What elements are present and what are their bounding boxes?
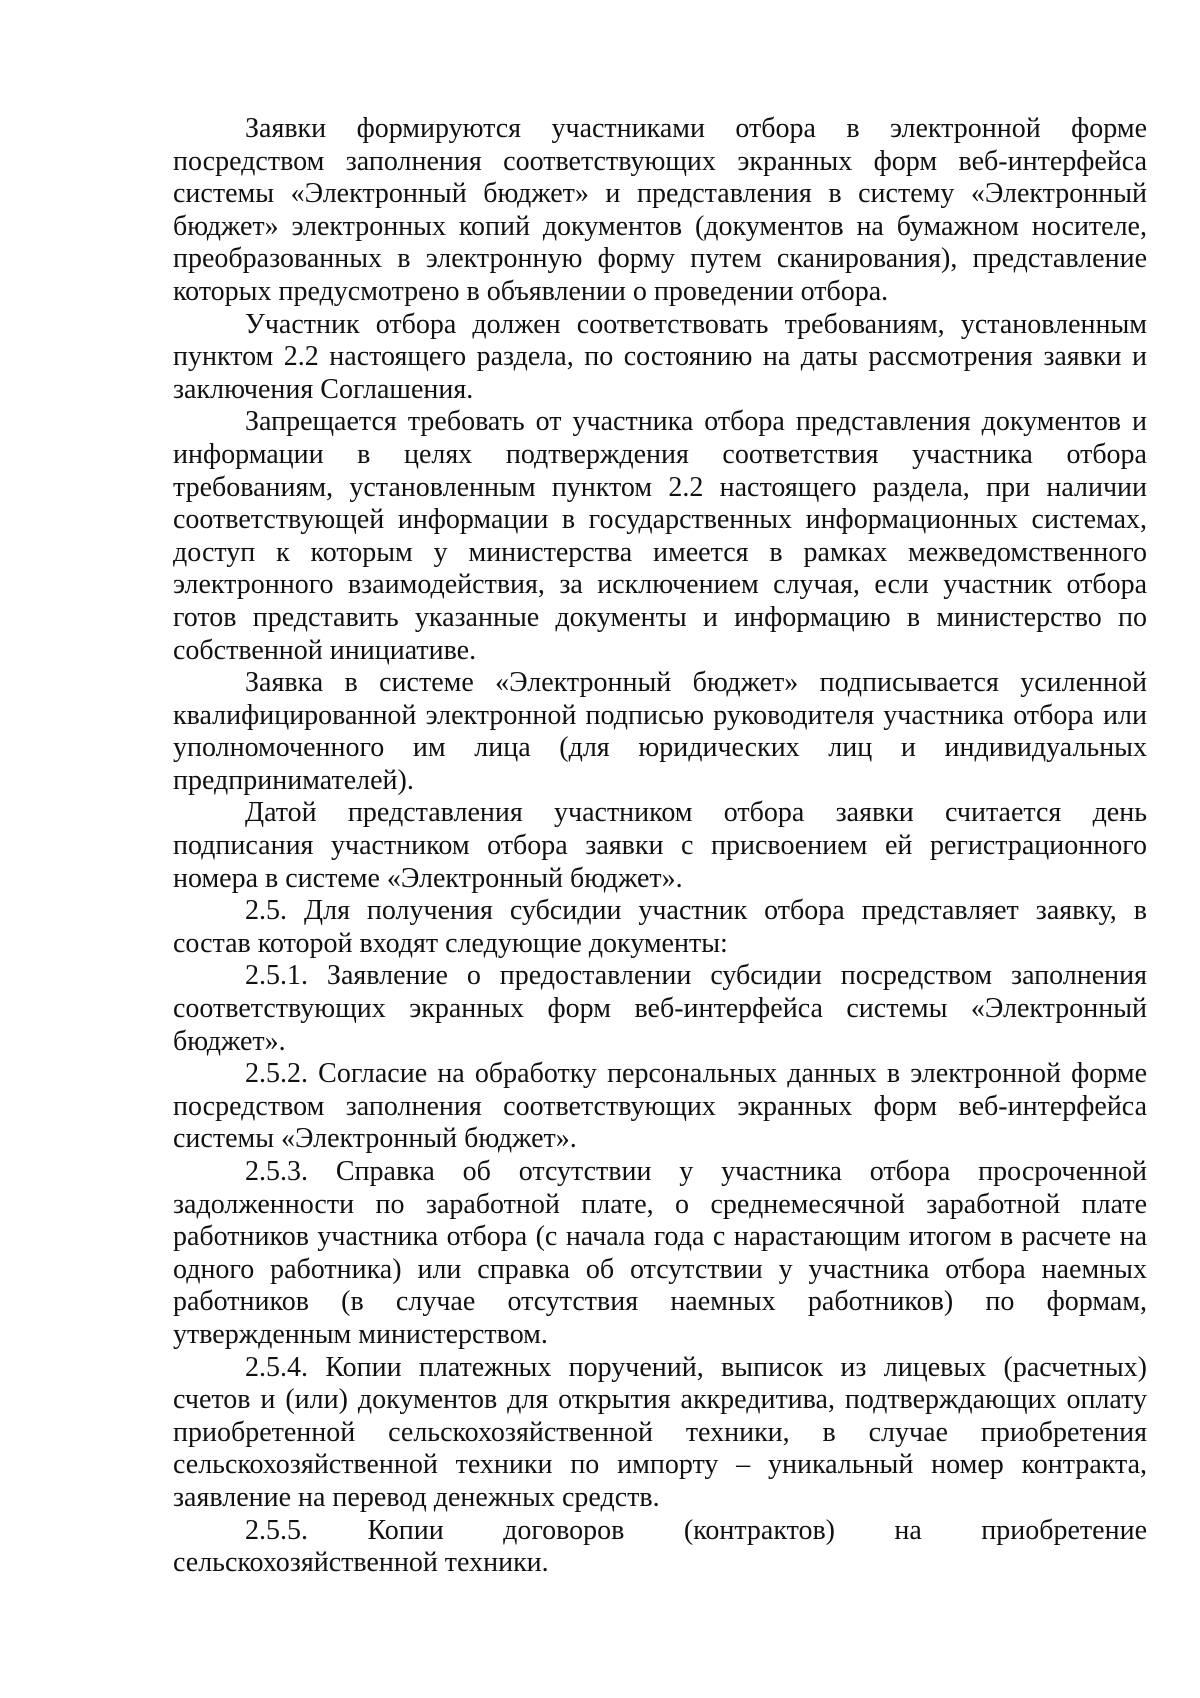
paragraph-2-5-3: 2.5.3. Справка об отсутствии у участника отбора просроченной задолженности по заработной плате, о среднемесячной заработной плате работников участника отбора (с начала года с нарастающим итогом в расчете на одного работника) или справка об отсутствии у участника отбора наемных работников (в случае отсутствия наемных работников) по формам, утвержденным министерством. xyxy=(173,1156,1147,1350)
paragraph-2-5-4: 2.5.4. Копии платежных поручений, выписок из лицевых (расчетных) счетов и (или) документов для открытия аккредитива, подтверждающих оплату приобретенной сельскохозяйственной техники, в случае приобретения сельскохозяйственной техники по импорту – уникальный номер контракта, заявление на перевод денежных средств. xyxy=(173,1351,1147,1513)
paragraph-2-5-1: 2.5.1. Заявление о предоставлении субсидии посредством заполнения соответствующих экранных форм веб-интерфейса системы «Электронный бюджет». xyxy=(173,960,1147,1057)
paragraph-2-5-5: 2.5.5. Копии договоров (контрактов) на приобретение сельскохозяйственной техники. xyxy=(173,1514,1147,1579)
paragraph-2-5: 2.5. Для получения субсидии участник отбора представляет заявку, в состав которой входят следующие документы: xyxy=(173,895,1147,959)
paragraph-signature: Заявка в системе «Электронный бюджет» подписывается усиленной квалифицированной электронной подписью руководителя участника отбора или уполномоченного им лица (для юридических лиц и индивидуальных предпринимателей). xyxy=(173,667,1147,796)
paragraph-applications-formed: Заявки формируются участниками отбора в электронной форме посредством заполнения соответствующих экранных форм веб-интерфейса системы «Электронный бюджет» и представления в систему «Электронный бюджет» электронных копий документов (документов на бумажном носителе, преобразованных в электронную форму путем сканирования), представление которых предусмотрено в объявлении о проведении отбора. xyxy=(173,113,1147,307)
paragraph-participant-requirements: Участник отбора должен соответствовать требованиям, установленным пунктом 2.2 настоящего раздела, по состоянию на даты рассмотрения заявки и заключения Соглашения. xyxy=(173,308,1147,405)
paragraph-prohibition: Запрещается требовать от участника отбора представления документов и информации в целях подтверждения соответствия участника отбора требованиям, установленным пунктом 2.2 настоящего раздела, при наличии соответствующей информации в государственных информационных системах, доступ к которым у министерства имеется в рамках межведомственного электронного взаимодействия, за исключением случая, если участник отбора готов представить указанные документы и информацию в министерство по собственной инициативе. xyxy=(173,406,1147,666)
paragraph-2-5-2: 2.5.2. Согласие на обработку персональных данных в электронной форме посредством заполнения соответствующих экранных форм веб-интерфейса системы «Электронный бюджет». xyxy=(173,1058,1147,1155)
document-body xyxy=(173,113,1147,1580)
paragraph-submission-date: Датой представления участником отбора заявки считается день подписания участником отбора заявки с присвоением ей регистрационного номера в системе «Электронный бюджет». xyxy=(173,797,1147,894)
